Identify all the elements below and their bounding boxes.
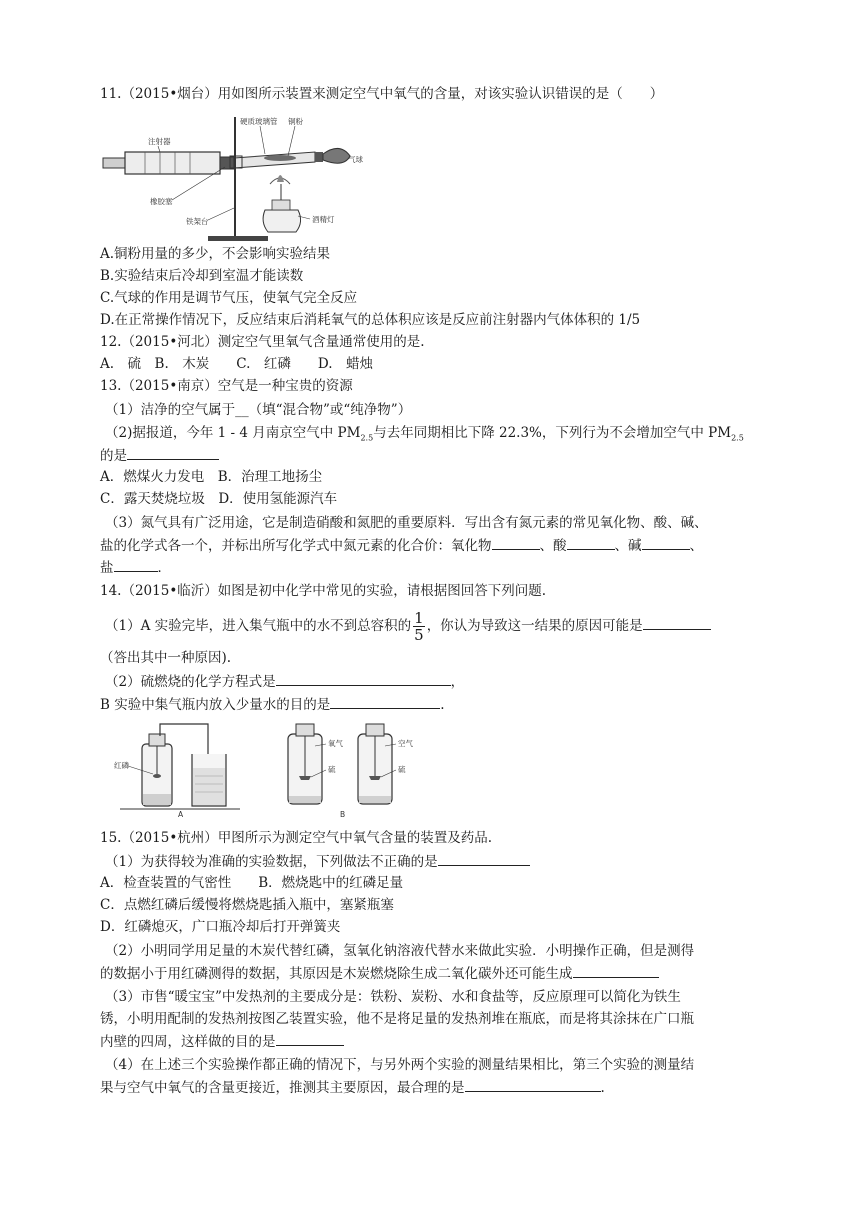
q13-options-ab: A．燃煤火力发电 B．治理工地扬尘: [100, 469, 323, 485]
q13-part2-text-c: 的是: [100, 448, 127, 464]
q11-option-a: A.铜粉用量的多少，不会影响实验结果: [100, 246, 331, 262]
q15-part2-line2: [100, 963, 659, 984]
q15-options-ab: A．检查装置的气密性 B．燃烧匙中的红磷足量: [100, 875, 404, 891]
water-purpose-blank[interactable]: [330, 694, 440, 709]
equation-blank[interactable]: [276, 671, 451, 686]
pm-subscript: 2.5: [360, 433, 374, 443]
q15-part3-line2: 锈，小明用配制的发热剂按图乙装置实验，他不是将足量的发热剂堆在瓶底，而是将其涂抹在广口瓶: [100, 1011, 694, 1027]
q13-part2-text-a: （2)据报道，今年 1 - 4 月南京空气中 PM: [105, 425, 361, 441]
q15-option-c: C．点燃红磷后缓慢将燃烧匙插入瓶中，塞紧瓶塞: [100, 897, 394, 913]
q14-part2-text-b: ，: [450, 674, 465, 690]
q14-part2: [105, 671, 464, 692]
q12-stem: 12.（2015•河北）测定空气里氧气含量通常使用的是.: [100, 334, 425, 350]
q13-part3-line3: [100, 557, 171, 578]
q15-part4-end: .: [600, 1080, 605, 1096]
q13-stem: 13.（2015•南京）空气是一种宝贵的资源: [100, 378, 353, 394]
q14-apparatus-figure: [100, 716, 430, 818]
label-rubber-plug: 橡胶塞: [150, 197, 173, 206]
q11-option-c: C.气球的作用是调节气压，使氧气完全反应: [100, 290, 358, 306]
q14-part1-tail: （答出其中一种原因).: [100, 650, 232, 666]
q11-stem: 11.（2015•烟台）用如图所示装置来测定空气中氧气的含量，对该实验认识错误的是（ ）: [100, 86, 664, 102]
q11-apparatus-figure: [100, 112, 375, 244]
q14-part3: [100, 694, 445, 715]
q15-part2-text: 的数据小于用红磷测得的数据，其原因是木炭燃烧除生成二氧化碳外还可能生成: [100, 966, 573, 982]
one-fifth-fraction: [413, 610, 425, 643]
fraction-denominator: 5: [414, 626, 424, 644]
q15-part4-line2: [100, 1077, 605, 1098]
q12-options: A. 硫 B. 木炭 C. 红磷 D. 蜡烛: [100, 356, 374, 372]
q13-part1: （1）洁净的空气属于__（填“混合物”或“纯净物”）: [105, 402, 412, 418]
q14-stem: 14.（2015•临沂）如图是初中化学中常见的实验，请根据图回答下列问题.: [100, 583, 547, 599]
pm-subscript-2: 2.5: [731, 433, 744, 443]
q15-part1: [105, 851, 530, 872]
q13-part3-line2: [100, 535, 703, 556]
q15-part3-line3: [100, 1031, 344, 1052]
label-glass-tube: 硬质玻璃管: [240, 117, 278, 126]
label-iron-stand: 铁架台: [186, 217, 209, 226]
label-oxygen: 氧气: [328, 739, 343, 748]
label-red-phosphorus: 红磷: [114, 761, 129, 770]
q13-part3-text-d: 、: [689, 538, 703, 554]
label-balloon: 气球: [348, 155, 363, 164]
q13-part3-text-c: 、碱: [614, 538, 642, 554]
q15-part3-line1: （3）市售“暖宝宝”中发热剂的主要成分是：铁粉、炭粉、水和食盐等，反应原理可以简化为铁生: [105, 989, 681, 1005]
q11-option-d: D.在正常操作情况下，反应结束后消耗氧气的总体积应该是反应前注射器内气体体积的 1/5: [100, 312, 641, 328]
label-syringe: 注射器: [148, 137, 171, 146]
q15-part2-line1: （2）小明同学用足量的木炭代替红磷，氢氧化钠溶液代替水来做此实验．小明操作正确，但是测得: [105, 943, 695, 959]
q14-part1: [105, 610, 711, 643]
q15-part1-blank[interactable]: [438, 851, 530, 866]
q15-option-d: D．红磷熄灭，广口瓶冷却后打开弹簧夹: [100, 919, 341, 935]
q11-option-b: B.实验结束后冷却到室温才能读数: [100, 268, 304, 284]
oxide-blank[interactable]: [492, 535, 540, 550]
q13-part3-line1: （3）氮气具有广泛用途，它是制造硝酸和氮肥的重要原料．写出含有氮元素的常见氧化物、酸、碱、: [105, 515, 708, 531]
fraction-numerator: 1: [414, 609, 424, 627]
q13-part3-text-f: ．: [157, 560, 171, 576]
label-figure-a: A: [178, 810, 184, 818]
q15-part1-text: （1）为获得较为准确的实验数据，下列做法不正确的是: [105, 854, 438, 870]
q14-part3-text-a: B 实验中集气瓶内放入少量水的目的是: [100, 697, 331, 713]
q14-part2-text-a: （2）硫燃烧的化学方程式是: [105, 674, 276, 690]
q13-part3-text-b: 、酸: [539, 538, 567, 554]
label-copper: 铜粉: [288, 117, 303, 126]
q13-answer-blank[interactable]: [127, 445, 219, 460]
q15-part4-line1: （4）在上述三个实验操作都正确的情况下，与另外两个实验的测量结果相比，第三个实验的测量结: [105, 1057, 695, 1073]
base-blank[interactable]: [642, 535, 690, 550]
label-air: 空气: [398, 739, 413, 748]
q15-part3-text: 内壁的四周，这样做的目的是: [100, 1034, 276, 1050]
q13-part3-text-e: 盐: [100, 560, 114, 576]
q13-part2-text-b: 与去年同期相比下降 22.3%，下列行为不会增加空气中 PM: [373, 425, 732, 441]
label-alcohol-lamp: 酒精灯: [312, 215, 335, 224]
label-sulfur-2: 硫: [398, 765, 406, 774]
label-sulfur-1: 硫: [328, 765, 336, 774]
q15-part2-blank[interactable]: [573, 963, 659, 978]
q15-stem: 15.（2015•杭州）甲图所示为测定空气中氧气含量的装置及药品.: [100, 830, 493, 846]
q13-part3-text-a: 盐的化学式各一个，并标出所写化学式中氮元素的化合价：氧化物: [100, 538, 492, 554]
q15-part4-blank[interactable]: [465, 1077, 601, 1092]
salt-blank[interactable]: [114, 557, 158, 572]
q13-part2-tail: [100, 445, 219, 466]
q15-part3-blank[interactable]: [276, 1031, 344, 1046]
q14-part1-text-a: （1）A 实验完毕，进入集气瓶中的水不到总容积的: [105, 618, 412, 634]
q13-options-cd: C．露天焚烧垃圾 D．使用氢能源汽车: [100, 491, 338, 507]
q14-part3-text-b: .: [440, 697, 445, 713]
acid-blank[interactable]: [567, 535, 615, 550]
q15-part4-text: 果与空气中氧气的含量更接近，推测其主要原因，最合理的是: [100, 1080, 465, 1096]
q14-part1-text-b: ，你认为导致这一结果的原因可能是: [426, 618, 643, 634]
label-figure-b: B: [340, 810, 346, 818]
q14-reason-blank[interactable]: [643, 615, 711, 630]
